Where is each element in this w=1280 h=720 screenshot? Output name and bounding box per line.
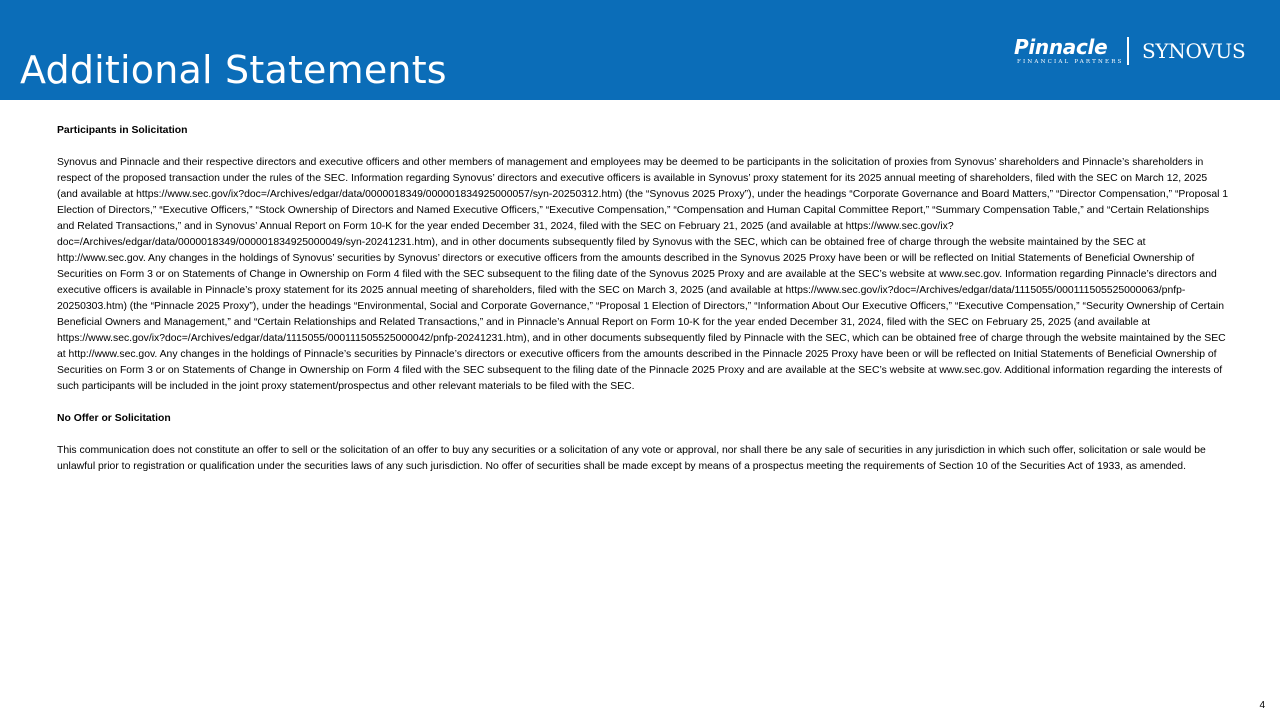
logo-group xyxy=(1014,36,1259,68)
page-number: 4 xyxy=(1259,700,1265,711)
section-body-participants: Synovus and Pinnacle and their respective directors and executive officers and other members of management and employees may be deemed to be participants in the solicitation of proxies from Synovus’ shareholders and Pinnacle’s shareholders in respect of the proposed transaction under the rules of the SEC. Information regarding Synovus’ directors and executive officers is available in Synovus’ proxy statement for its 2025 annual meeting of shareholders, filed with the SEC on March 12, 2025 (and available at https://www.sec.gov/ix?doc=/Archives/edgar/data/0000018349/000001834925000057/syn-20250312.htm) (the “Synovus 2025 Proxy”), under the headings “Corporate Governance and Board Matters,” “Director Compensation,” “Proposal 1 Election of Directors,” “Executive Officers,” “Stock Ownership of Directors and Named Executive Officers,” “Executive Compensation,” “Compensation and Human Capital Committee Report,” “Summary Compensation Table,” and “Certain Relationships and Related Transactions,” and in Synovus’ Annual Report on Form 10-K for the year ended December 31, 2024, filed with the SEC on February 21, 2025 (and available at https://www.sec.gov/ix?doc=/Archives/edgar/data/0000018349/000001834925000049/syn-20241231.htm), and in other documents subsequently filed by Synovus with the SEC, which can be obtained free of charge through the website maintained by the SEC at http://www.sec.gov. Any changes in the holdings of Synovus’ securities by Synovus’ directors or executive officers from the amounts described in the Synovus 2025 Proxy have been or will be reflected on Initial Statements of Beneficial Ownership of Securities on Form 3 or on Statements of Change in Ownership on Form 4 filed with the SEC subsequent to the filing date of the Synovus 2025 Proxy and are available at the SEC’s website at www.sec.gov. Information regarding Pinnacle’s directors and executive officers is available in Pinnacle’s proxy statement for its 2025 annual meeting of shareholders, filed with the SEC on March 3, 2025 (and available at https://www.sec.gov/ix?doc=/Archives/edgar/data/1115055/000111505525000063/pnfp-20250303.htm) (the “Pinnacle 2025 Proxy”), under the headings “Environmental, Social and Corporate Governance,” “Proposal 1 Election of Directors,” “Information About Our Executive Officers,” “Executive Compensation,” “Security Ownership of Certain Beneficial Owners and Management,” and “Certain Relationships and Related Transactions,” and in Pinnacle’s Annual Report on Form 10-K for the year ended December 31, 2024, filed with the SEC on February 25, 2025 (and available at https://www.sec.gov/ix?doc=/Archives/edgar/data/1115055/000111505525000042/pnfp-20241231.htm), and in other documents subsequently filed by Pinnacle with the SEC, which can be obtained free of charge through the website maintained by the SEC at http://www.sec.gov. Any changes in the holdings of Pinnacle’s securities by Pinnacle’s directors or executive officers from the amounts described in the Pinnacle 2025 Proxy have been or will be reflected on Initial Statements of Beneficial Ownership of Securities on Form 3 or on Statements of Change in Ownership on Form 4 filed with the SEC subsequent to the filing date of the Pinnacle 2025 Proxy and are available at the SEC’s website at www.sec.gov. Additional information regarding the interests of such participants will be included in the joint proxy statement/prospectus and other relevant materials to be filed with the SEC. xyxy=(57,157,1229,392)
section-body-no-offer: This communication does not constitute an offer to sell or the solicitation of an offer to buy any securities or a solicitation of any vote or approval, nor shall there be any sale of securities in any jurisdiction in which such offer, solicitation or sale would be unlawful prior to registration or qualification under the securities laws of any such jurisdiction. No offer of securities shall be made except by means of a prospectus meeting the requirements of Section 10 of the Securities Act of 1933, as amended. xyxy=(57,445,1206,472)
logo-divider xyxy=(1127,37,1129,65)
header-bar xyxy=(0,0,1280,100)
section-heading-participants: Participants in Solicitation xyxy=(57,125,188,136)
statements-content xyxy=(57,123,1229,491)
page-title: Additional Statements xyxy=(20,48,447,92)
pinnacle-logo-tagline: FINANCIAL PARTNERS xyxy=(1017,59,1124,65)
section-heading-no-offer: No Offer or Solicitation xyxy=(57,413,171,424)
synovus-logo: SYNOVUS xyxy=(1142,39,1246,63)
pinnacle-logo xyxy=(1014,36,1124,66)
pinnacle-logo-name: Pinnacle xyxy=(1014,35,1108,59)
